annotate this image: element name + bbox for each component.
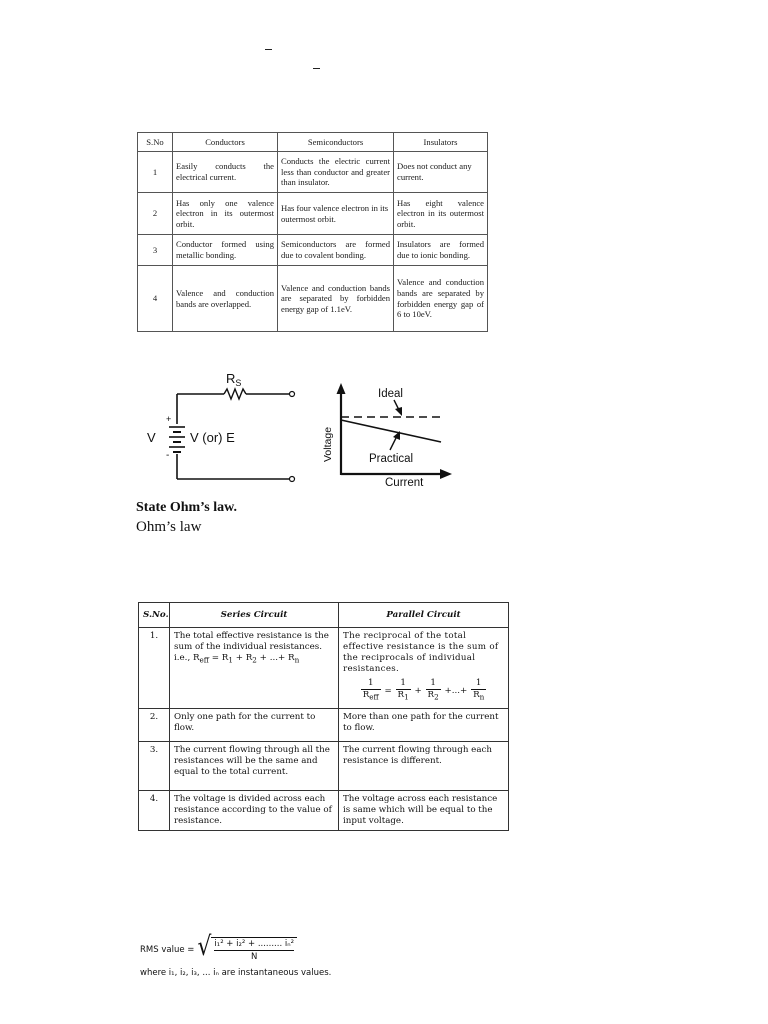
top-dash-mark: [313, 68, 320, 69]
cell-parallel: [339, 628, 509, 709]
header-sno: S.No.: [139, 603, 170, 628]
cell-sno: 2.: [139, 709, 170, 742]
battery-symbol: [169, 427, 185, 452]
materials-comparison-table: [137, 132, 488, 332]
cell-parallel: The current flowing through each resistance is different.: [339, 742, 509, 791]
table-row: [139, 791, 509, 831]
cell-sno: 4: [138, 266, 173, 332]
rms-formula: [140, 932, 331, 963]
x-axis-label: Current: [385, 477, 424, 489]
cell-series: The voltage is divided across each resistance according to the value of resistance.: [170, 791, 339, 831]
header-parallel: Parallel Circuit: [339, 603, 509, 628]
cell-sno: 1: [138, 152, 173, 193]
cell-conductors: Easily conducts the electrical current.: [173, 152, 278, 193]
cell-insulators: Valence and conduction bands are separated by forbidden energy gap of 6 to 10eV.: [394, 266, 488, 332]
source-label-text: V (or) E: [190, 430, 235, 445]
practical-line: [341, 420, 441, 442]
cell-parallel: The voltage across each resistance is same which will be equal to the input voltage.: [339, 791, 509, 831]
cell-semiconductors: Conducts the electric current less than conductor and greater than insulator.: [278, 152, 394, 193]
cell-sno: 2: [138, 193, 173, 235]
table-row: [138, 193, 488, 235]
rms-where-note: where i₁, i₂, i₃, ... iₙ are instantaneous values.: [140, 968, 332, 978]
cell-insulators: Has eight valence electron in its outermost orbit.: [394, 193, 488, 235]
series-parallel-table: [138, 602, 509, 831]
voltage-source-figure: [138, 370, 458, 492]
table-row: [139, 628, 509, 709]
resistor-symbol: [224, 389, 246, 399]
circuit-diagram: [147, 371, 295, 482]
rms-denominator: N: [251, 952, 258, 962]
radical-sign-icon: √: [197, 932, 212, 963]
series-text: The total effective resistance is the sum of the individual resistances.: [174, 631, 329, 652]
y-axis-arrowhead: [337, 383, 346, 394]
header-sno: S.No: [138, 133, 173, 152]
cell-series: The current flowing through all the resistances will be the same and equal to the total current.: [170, 742, 339, 791]
x-axis-arrowhead: [440, 469, 452, 479]
terminal-bottom: [290, 477, 295, 482]
parallel-formula: $\frac{1}{R_{eff}}$ = $\frac{1}{R_1}$ + $\frac{1}{R_2}$ +...+ $\frac{1}{R_n}$: [362, 678, 485, 702]
header-insulators: Insulators: [394, 133, 488, 152]
cell-semiconductors: Valence and conduction bands are separated by forbidden energy gap of 1.1eV.: [278, 266, 394, 332]
table-row: [139, 742, 509, 791]
cell-sno: 1.: [139, 628, 170, 709]
table-header-row: [138, 133, 488, 152]
cell-insulators: Does not conduct any current.: [394, 152, 488, 193]
series-formula: i.e., $R_{eff} = R_1 + R_2$ + ...+ $R_n$: [174, 653, 300, 665]
plus-sign: +: [166, 414, 172, 424]
rms-label: RMS value =: [140, 944, 195, 955]
header-series: Series Circuit: [170, 603, 339, 628]
table-header-row: [139, 603, 509, 628]
cell-conductors: Valence and conduction bands are overlapped.: [173, 266, 278, 332]
cell-series: Only one path for the current to flow.: [170, 709, 339, 742]
cell-sno: 4.: [139, 791, 170, 831]
header-semiconductors: Semiconductors: [278, 133, 394, 152]
terminal-top: [290, 392, 295, 397]
rms-formula-block: [140, 932, 332, 978]
ideal-pointer-head: [395, 407, 402, 416]
table-row: [138, 152, 488, 193]
cell-insulators: Insulators are formed due to ionic bonding.: [394, 235, 488, 266]
top-dash-mark: [265, 49, 272, 50]
question-title: State Ohm’s law.: [136, 500, 237, 515]
y-axis-label: Voltage: [322, 426, 334, 462]
table-row: [139, 709, 509, 742]
table-row: [138, 235, 488, 266]
cell-sno: 3.: [139, 742, 170, 791]
cell-semiconductors: Has four valence electron in its outermost orbit.: [278, 193, 394, 235]
cell-series: [170, 628, 339, 709]
voltage-current-graph: [322, 383, 452, 489]
ideal-label: Ideal: [378, 388, 403, 400]
cell-parallel: More than one path for the current to flow.: [339, 709, 509, 742]
resistor-label: $R_S$: [226, 371, 242, 388]
practical-label: Practical: [369, 453, 414, 465]
header-conductors: Conductors: [173, 133, 278, 152]
source-label-v: V: [147, 430, 156, 445]
cell-conductors: Has only one valence electron in its outermost orbit.: [173, 193, 278, 235]
question-subtitle: Ohm’s law: [136, 519, 202, 535]
cell-conductors: Conductor formed using metallic bonding.: [173, 235, 278, 266]
cell-semiconductors: Semiconductors are formed due to covalent bonding.: [278, 235, 394, 266]
parallel-text: The reciprocal of the total effective resistance is the sum of the reciprocals of individual resistances.: [343, 631, 499, 674]
table-row: [138, 266, 488, 332]
rms-numerator: i₁² + i₂² + ......... iₙ²: [214, 939, 295, 949]
cell-sno: 3: [138, 235, 173, 266]
minus-sign: -: [166, 450, 170, 461]
rms-sqrt: [197, 932, 297, 963]
